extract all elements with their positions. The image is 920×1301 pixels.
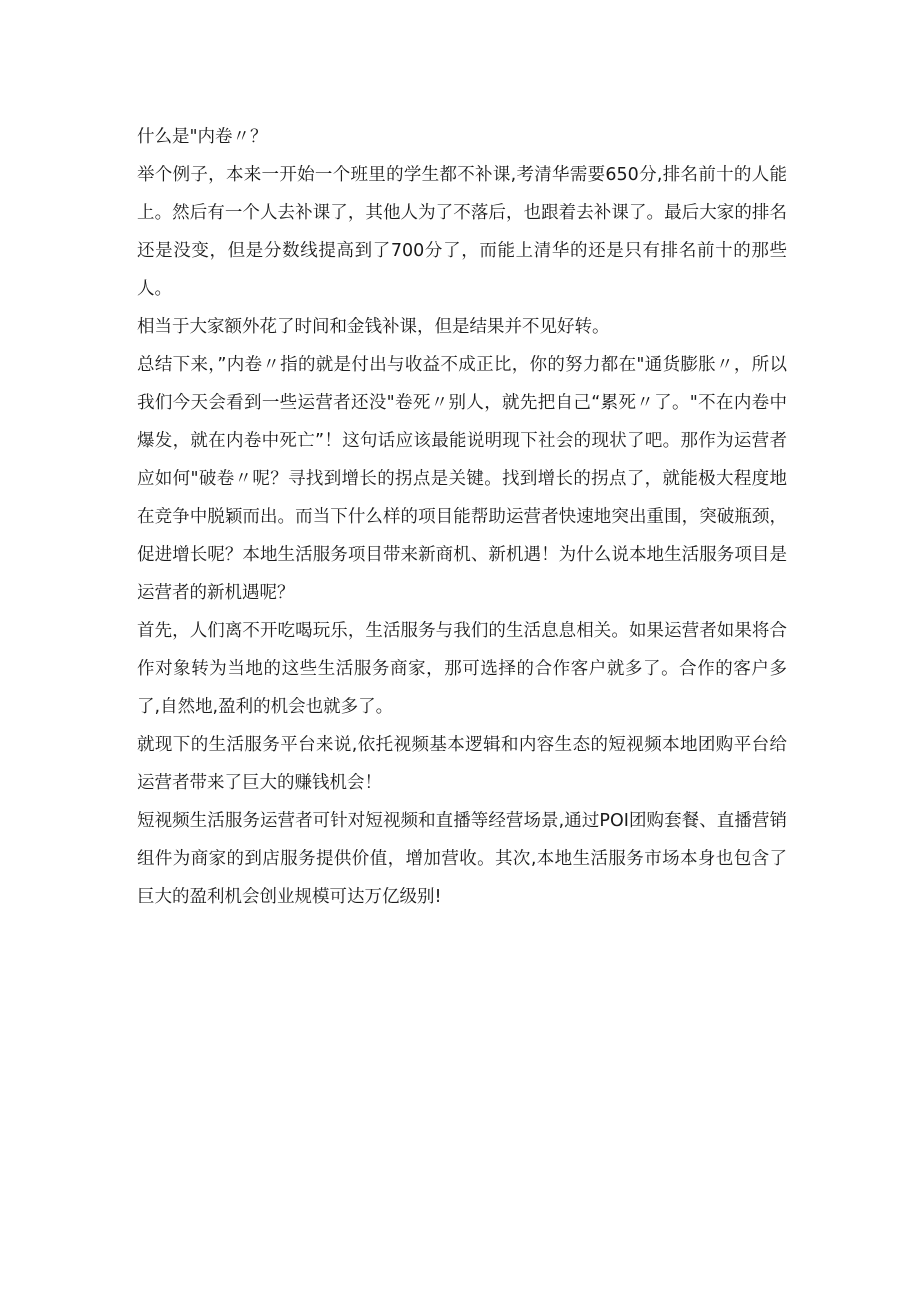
summary-paragraph: 总结下来，”内卷〃指的就是付出与收益不成正比，你的努力都在"通货膨胀〃，所以我们今天会看到一些运营者还没"卷死〃别人，就先把自己“累死〃了。"不在内卷中爆发，就在内卷中死亡”！这句话应该最能说明现下社会的现状了吧。那作为运营者应如何"破卷〃呢？寻找到增长的拐点是关键。找到增长的拐点了，就能极大程度地在竞争中脱颖而出。而当下什么样的项目能帮助运营者快速地突出重围，突破瓶颈，促进增长呢？本地生活服务项目带来新商机、新机遇！为什么说本地生活服务项目是运营者的新机遇呢？ [137,355,787,603]
operator-paragraph: 短视频生活服务运营者可针对短视频和直播等经营场景,通过POI团购套餐、直播营销组件为商家的到店服务提供价值，增加营收。其次,本地生活服务市场本身也包含了巨大的盈利机会创业规模可达万亿级别! [137,811,787,907]
question-heading: 什么是"内卷〃？ [137,127,268,147]
example-paragraph: 举个例子，本来一开始一个班里的学生都不补课,考清华需要650分,排名前十的人能上。然后有一个人去补课了，其他人为了不落后，也跟着去补课了。最后大家的排名还是没变，但是分数线提高到了700分了，而能上清华的还是只有排名前十的那些人。 [137,165,787,299]
platform-paragraph: 就现下的生活服务平台来说,依托视频基本逻辑和内容生态的短视频本地团购平台给运营者带来了巨大的赚钱机会！ [137,735,787,793]
cost-paragraph: 相当于大家额外花了时间和金钱补课，但是结果并不见好转。 [137,317,610,337]
firstly-paragraph: 首先，人们离不开吃喝玩乐，生活服务与我们的生活息息相关。如果运营者如果将合作对象转为当地的这些生活服务商家，那可选择的合作客户就多了。合作的客户多了,自然地,盈利的机会也就多了。 [137,621,787,717]
document-body [137,118,787,916]
